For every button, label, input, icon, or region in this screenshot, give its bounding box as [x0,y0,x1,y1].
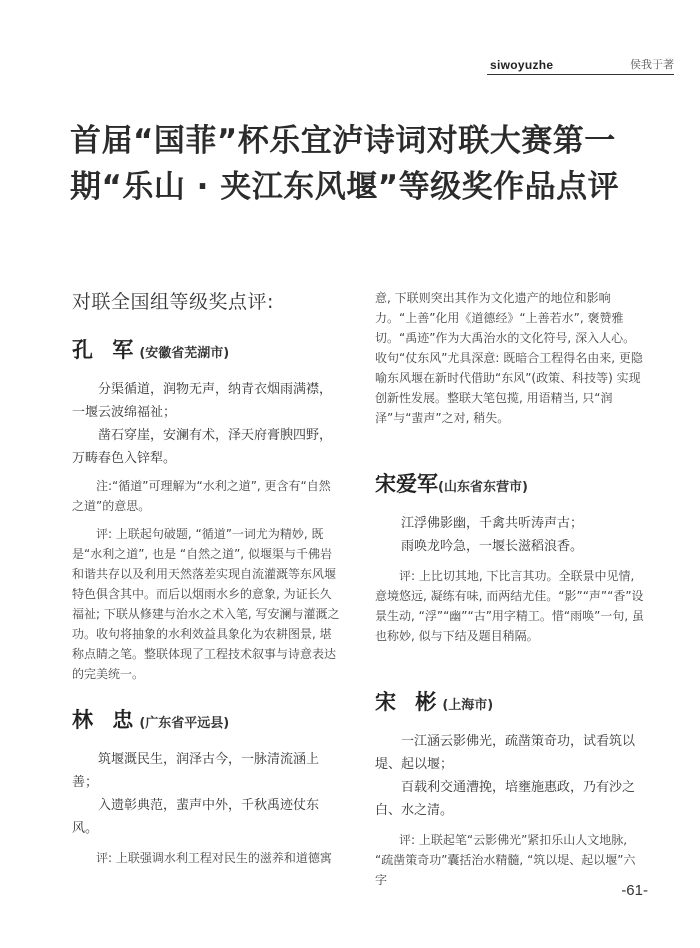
couplet-first-line: 筑堰溉民生，润泽古今，一脉清流涵上善； [72,752,320,790]
running-header [482,55,674,75]
entry-comment: 评: 上联起笔“云影佛光”紧扣乐山人文地脉, “疏凿策奇功”囊括治水精髓, “筑以堤、起以堰”六字 [375,833,636,887]
entry-comment: 评: 上联起句破题, “循道”一词尤为精妙, 既是“水利之道”, 也是 “自然之道”, 似堰渠与千佛岩和谐共存以及利用天然落差实现自流灌溉等东风堰特色俱含其中。而后以烟雨水乡的意象, 为证长久福祉; 下联从修建与治水之术入笔, 写安澜与灌溉之功。收句将抽象的水利效益具象化为农耕图景, 堪称点睛之笔。整联体现了工程技术叙事与诗意表达的完美统一。 [72,527,340,681]
couplet-second-line: 凿石穿崖，安澜有术，泽天府膏腴四野，万畴春色入锌犁。 [72,428,333,466]
left-column [72,292,342,868]
entrant-heading [72,710,342,734]
entry-lin-zhong [72,710,342,868]
entry-song-aijun [375,474,645,646]
entrant-name: 林 忠 [72,708,140,732]
entrant-name: 孔 军 [72,338,140,362]
header-brand: siwoyuzhe [490,58,554,72]
comment-continuation: 意, 下联则突出其作为文化遗产的地位和影响力。“上善”化用《道德经》“上善若水”, 褒赞雅切。“禹迹”作为大禹治水的文化符号, 深入人心。收句“仗东风”尤具深意: 既暗合工程得名由来, 更隐喻东风堰在新时代借助“东风”(政策、科技等) 实现创新性发展。整联大笔包揽, 用语精当, 只“润泽”与“蜚声”之对, 稍失。 [375,291,643,425]
entrant-location: (上海市) [442,698,494,713]
entrant-heading [375,474,645,498]
right-column [375,288,645,890]
entrant-location: (山东省东营市) [438,480,528,495]
entry-comment: 评: 上比切其地, 下比言其功。全联景中见情, 意境悠远, 凝练有味, 而两结尤佳。“影”“声”“香”设景生动, “浮”“幽”“古”用字精工。惜“雨唤”一句, 虽也称妙, 似与下结及题目稍隔。 [375,569,644,643]
couplet-second-line: 雨唤龙吟急，一堰长滋稻浪香。 [401,539,584,554]
section-heading: 对联全国组等级奖点评: [72,291,274,313]
entrant-name: 宋 彬 [375,690,443,714]
entry-comment: 评: 上联强调水利工程对民生的滋养和道德寓 [96,851,332,865]
title-line-1: 首届“国菲”杯乐宜泸诗词对联大赛第一 [70,123,616,159]
couplet-second-line: 百载利交通漕挽，培壅施惠政，乃有沙之白、水之清。 [375,780,636,818]
entrant-location: (广东省平远县) [139,716,230,731]
entrant-heading [375,692,645,716]
article-title [70,118,660,210]
page-number: -61- [621,882,648,899]
entrant-name: 宋爱军 [375,472,438,496]
title-line-2: 期“乐山 · 夹江东风堰”等级奖作品点评 [70,169,620,205]
entry-kong-jun [72,340,342,684]
entrant-location: (安徽省芜湖市) [139,346,230,361]
couplet-first-line: 分渠循道，润物无声，纳青衣烟雨满襟，一堰云波绵福祉； [72,382,333,420]
entry-song-bin [375,692,645,890]
header-rule [487,74,674,75]
entrant-heading [72,340,342,364]
entry-note: 注:“循道”可理解为“水利之道”, 更含有“自然之道”的意思。 [72,479,331,513]
couplet-first-line: 江浮佛影幽，千禽共听涛声古； [401,516,584,531]
header-author: 侯我于著 [630,58,674,71]
couplet-first-line: 一江涵云影佛光，疏凿策奇功，试看筑以堤、起以堰； [375,734,636,772]
couplet-second-line: 入遗彰典范，蜚声中外，千秋禹迹仗东风。 [72,798,320,836]
